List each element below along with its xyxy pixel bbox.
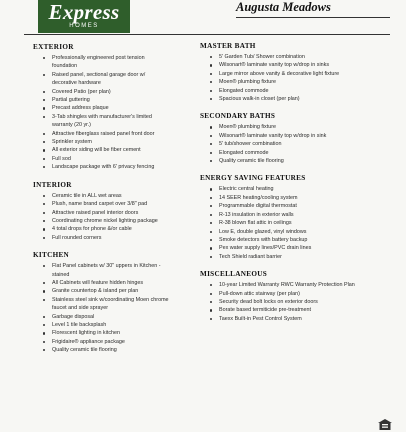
list-item: Security dead bolt locks on exterior doors bbox=[200, 298, 392, 306]
equal-housing-opportunity-icon bbox=[378, 419, 392, 430]
list-item: Landscape package with 6' privacy fencing bbox=[33, 163, 199, 171]
list-item: 14 SEER heating/cooling system bbox=[200, 194, 392, 202]
list-item: Borate based termiticide pre-treatment bbox=[200, 306, 392, 314]
list-item: Elongated commode bbox=[200, 149, 392, 157]
list-item: Moen® plumbing fixture bbox=[200, 123, 392, 131]
header-rule bbox=[236, 17, 390, 18]
list-item: Partial guttering bbox=[33, 96, 199, 104]
list-item: R-13 insulation in exterior walls bbox=[200, 211, 392, 219]
list-item: Florescent lighting in kitchen bbox=[33, 329, 199, 337]
list-item: Wilsonart® laminate vanity top w/drop in sinks bbox=[200, 61, 392, 69]
list-item: Full sod bbox=[33, 155, 199, 163]
logo-sub: HOMES bbox=[69, 23, 99, 29]
list-item: warranty (20 yr.) bbox=[52, 122, 91, 129]
section-title: ENERGY SAVING FEATURES bbox=[200, 174, 306, 183]
feature-list bbox=[200, 185, 392, 261]
left-column bbox=[33, 37, 199, 355]
feature-list bbox=[33, 262, 199, 354]
section-title: MASTER BATH bbox=[200, 42, 256, 50]
list-item: foundation bbox=[52, 63, 78, 70]
feature-list bbox=[200, 53, 392, 103]
list-item: Quality ceramic tile flooring bbox=[33, 346, 199, 354]
list-item: Precast address plaque bbox=[33, 104, 199, 112]
list-item: 4 total drops for phone &/or cable bbox=[33, 225, 199, 233]
list-item: 3-Tab shingles with manufacturer's limited bbox=[33, 113, 199, 121]
list-item: Full rounded corners bbox=[33, 234, 199, 242]
list-item: stained bbox=[52, 271, 70, 278]
master-bath-section bbox=[200, 42, 392, 103]
list-item: Attractive raised panel interior doors bbox=[33, 209, 199, 217]
list-item: Smoke detectors with battery backup bbox=[200, 236, 392, 244]
list-item: Moen® plumbing fixture bbox=[200, 78, 392, 86]
list-item: Ceramic tile in ALL wet areas bbox=[33, 192, 199, 200]
list-item: Attractive fiberglass raised panel front door bbox=[33, 130, 199, 138]
list-item: Electric central heating bbox=[200, 185, 392, 193]
list-item: Spacious walk-in closet (per plan) bbox=[200, 95, 392, 103]
list-item: Pex water supply lines/PVC drain lines bbox=[200, 244, 392, 252]
express-homes-logo bbox=[38, 0, 130, 33]
feature-list bbox=[200, 123, 392, 165]
feature-list bbox=[200, 281, 392, 323]
header-divider bbox=[24, 34, 390, 35]
misc-section bbox=[200, 270, 392, 323]
list-item: Plush, name brand carpet over 3/8" pad bbox=[33, 200, 199, 208]
section-title: SECONDARY BATHS bbox=[200, 112, 276, 121]
list-item: Sprinkler system bbox=[33, 138, 199, 146]
list-item: Stainless steel sink w/coordinating Moen chrome bbox=[33, 296, 199, 304]
list-item: faucet and side sprayer bbox=[52, 305, 109, 312]
list-item: Flat Panel cabinets w/ 30" uppers in Kitchen - bbox=[33, 262, 199, 270]
list-item: decorative hardware bbox=[52, 80, 101, 87]
section-title: EXTERIOR bbox=[33, 43, 74, 51]
community-name: Augusta Meadows bbox=[236, 0, 331, 14]
list-item: Large mirror above vanity & decorative light fixture bbox=[200, 70, 392, 78]
list-item: Covered Patio (per plan) bbox=[33, 88, 199, 96]
list-item: R-38 blown flat attic in ceilings bbox=[200, 219, 392, 227]
feature-list bbox=[33, 54, 199, 172]
list-item: Level 1 tile backsplash bbox=[33, 321, 199, 329]
list-item: Tech Shield radiant barrier bbox=[200, 253, 392, 261]
feature-list bbox=[33, 192, 199, 242]
section-title: MISCELLANEOUS bbox=[200, 270, 268, 279]
right-column bbox=[200, 37, 392, 323]
list-item: Coordinating chrome nickel lighting package bbox=[33, 217, 199, 225]
list-item: Wilsonart® laminate vanity top w/drop in sink bbox=[200, 132, 392, 140]
list-item: Quality ceramic tile flooring bbox=[200, 157, 392, 165]
list-item: Frigidaire® appliance package bbox=[33, 338, 199, 346]
list-item: Professionally engineered post tension bbox=[33, 54, 199, 62]
interior-section bbox=[33, 181, 199, 242]
list-item: All Cabinets will feature hidden hinges bbox=[33, 279, 199, 287]
list-item: Granite countertop & island per plan bbox=[33, 287, 199, 295]
list-item: Taexx Built-in Pest Control System bbox=[200, 315, 392, 323]
list-item: Pull-down attic stairway (per plan) bbox=[200, 290, 392, 298]
list-item: Garbage disposal bbox=[33, 313, 199, 321]
exterior-section bbox=[33, 43, 199, 172]
section-title: INTERIOR bbox=[33, 180, 72, 189]
kitchen-section bbox=[33, 251, 199, 354]
list-item: 5' tub/shower combination bbox=[200, 140, 392, 148]
logo-brand: Express bbox=[48, 0, 120, 24]
list-item: 5' Garden Tub/ Shower combination bbox=[200, 53, 392, 61]
list-item: All exterior siding will be fiber cement bbox=[33, 146, 199, 154]
energy-section bbox=[200, 174, 392, 261]
list-item: Raised panel, sectional garage door w/ bbox=[33, 71, 199, 79]
list-item: Programmable digital thermostat bbox=[200, 202, 392, 210]
list-item: Low E, double glazed, vinyl windows bbox=[200, 228, 392, 236]
secondary-baths-section bbox=[200, 112, 392, 165]
section-title: KITCHEN bbox=[33, 251, 70, 260]
list-item: 10-year Limited Warranty RWC Warranty Protection Plan bbox=[200, 281, 392, 289]
list-item: Elongated commode bbox=[200, 87, 392, 95]
